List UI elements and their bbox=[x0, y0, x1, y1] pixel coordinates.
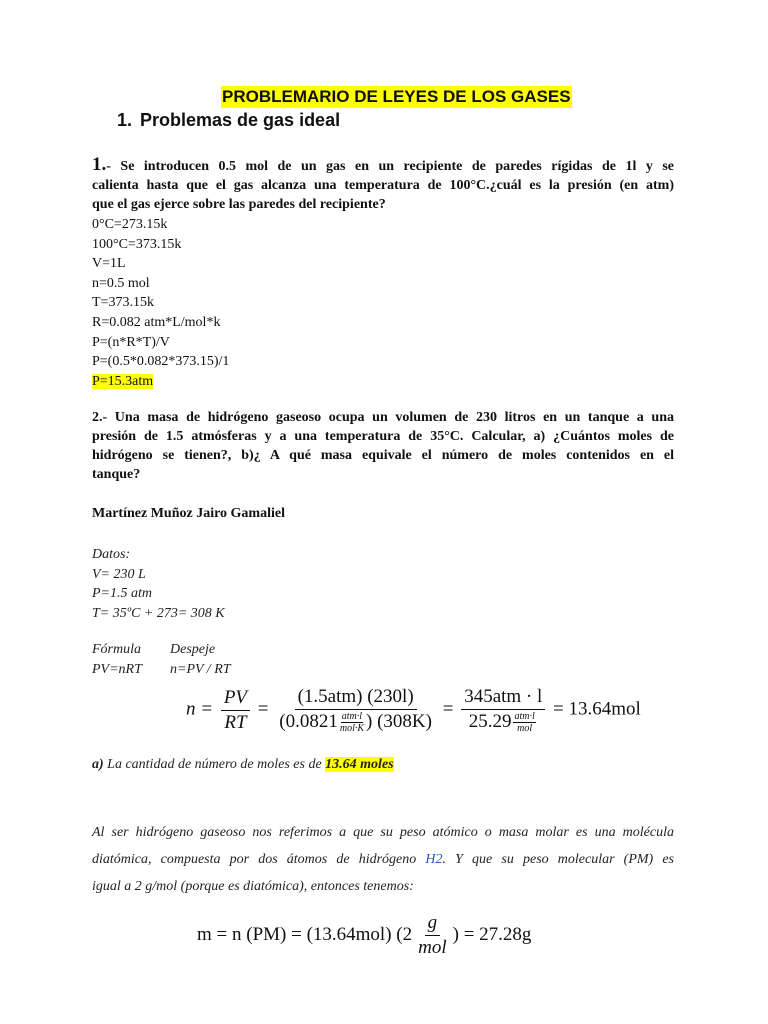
step-line: R=0.082 atm*L/mol*k bbox=[92, 314, 221, 330]
eq-result: = 13.64mol bbox=[553, 698, 641, 720]
problem-2-statement bbox=[92, 408, 674, 484]
step-line: 100°C=373.15k bbox=[92, 236, 182, 252]
datos-line: P=1.5 atm bbox=[92, 586, 152, 601]
section-label: Problemas de gas ideal bbox=[140, 110, 341, 130]
eq-lhs: n = bbox=[186, 698, 214, 720]
explanation-line-1: Al ser hidrógeno gaseoso nos referimos a que su peso atómico o masa molar es una molécula bbox=[92, 825, 674, 840]
problem-2-line-2: presión de 1.5 atmósferas y a una temperatura de 35°C. Calcular, a) ¿Cuántos moles de bbox=[92, 429, 674, 444]
problem-2-line-3: hidrógeno se tienen?, b)¿ A qué masa equivale el número de moles contenidos en el bbox=[92, 448, 674, 463]
answer-a-value: 13.64 moles bbox=[325, 757, 394, 772]
page-title: PROBLEMARIO DE LEYES DE LOS GASES bbox=[222, 87, 571, 106]
section-heading bbox=[117, 108, 340, 132]
step-line: n=0.5 mol bbox=[92, 275, 150, 291]
problem-2-line-1: 2.- Una masa de hidrógeno gaseoso ocupa un volumen de 230 litros en un tanque a una bbox=[92, 410, 674, 425]
answer-a-text: La cantidad de número de moles es de bbox=[103, 757, 326, 772]
problem-1-statement bbox=[92, 155, 674, 214]
step-line: P=(0.5*0.082*373.15)/1 bbox=[92, 354, 230, 370]
fraction-substitution: (1.5atm) (230l) (0.0821 atm·l mol·K ) (308K) bbox=[279, 686, 432, 735]
answer-a bbox=[92, 757, 394, 773]
despeje-value: n=PV / RT bbox=[170, 661, 231, 677]
datos-line: T= 35ºC + 273= 308 K bbox=[92, 605, 225, 621]
problem-1-line-1: - Se introducen 0.5 mol de un gas en un recipiente de paredes rígidas de 1l y se bbox=[106, 159, 674, 174]
author-name: Martínez Muñoz Jairo Gamaliel bbox=[92, 506, 285, 521]
moles-equation: n = $\frac{PV}{RT}$ = (1.5atm) (230l) (0.0821 atm·l mol·K ) (308K) = 345atm · l 25.29 atm·l mol = 13.64mol bbox=[186, 686, 641, 735]
h2-link[interactable]: H2 bbox=[425, 852, 443, 867]
problem-1-steps bbox=[92, 215, 229, 391]
explanation-line-3: igual a 2 g/mol (porque es diatómica), entonces tenemos: bbox=[92, 879, 414, 894]
fraction-pv-rt: $\frac{PV}{RT}$ bbox=[221, 687, 250, 734]
step-line: T=373.15k bbox=[92, 295, 154, 311]
explanation-line-2: diatómica, compuesta por dos átomos de hidrógeno H2. Y que su peso molecular (PM) es bbox=[92, 852, 674, 867]
section-number: 1. bbox=[117, 110, 133, 130]
explanation-paragraph bbox=[92, 819, 674, 900]
fraction-g-mol: $\frac{g}{\text{mol}}$ bbox=[418, 912, 447, 958]
step-line: P=(n*R*T)/V bbox=[92, 334, 170, 350]
eq2-lhs: m = n (PM) = (13.64mol) bbox=[197, 923, 392, 945]
step-line: V=1L bbox=[92, 256, 126, 272]
problem-2-line-4: tanque? bbox=[92, 467, 141, 482]
problem-1-line-2: calienta hasta que el gas alcanza una temperatura de 100°C.¿cuál es la presión (en atm) bbox=[92, 178, 674, 193]
problem-1-line-3: que el gas ejerce sobre las paredes del recipiente? bbox=[92, 197, 386, 212]
formula-block bbox=[92, 640, 292, 680]
answer-a-label: a) bbox=[92, 757, 104, 772]
eq2-result: = 27.28g bbox=[463, 923, 532, 945]
despeje-header: Despeje bbox=[170, 642, 216, 657]
datos-heading: Datos: bbox=[92, 547, 131, 562]
step-line: 0°C=273.15k bbox=[92, 217, 168, 232]
datos-line: V= 230 L bbox=[92, 566, 146, 582]
formula-header: Fórmula bbox=[92, 642, 141, 657]
problem-1-answer: P=15.3atm bbox=[92, 373, 154, 389]
datos-block bbox=[92, 545, 225, 623]
mass-equation: m = n (PM) = (13.64mol) (2 $\frac{g}{\text{mol}}$ ) = 27.28g bbox=[197, 912, 532, 958]
fraction-simplified: 345atm · l 25.29 atm·l mol bbox=[461, 686, 545, 734]
problem-1-number: 1. bbox=[92, 154, 107, 175]
formula-value: PV=nRT bbox=[92, 661, 142, 677]
